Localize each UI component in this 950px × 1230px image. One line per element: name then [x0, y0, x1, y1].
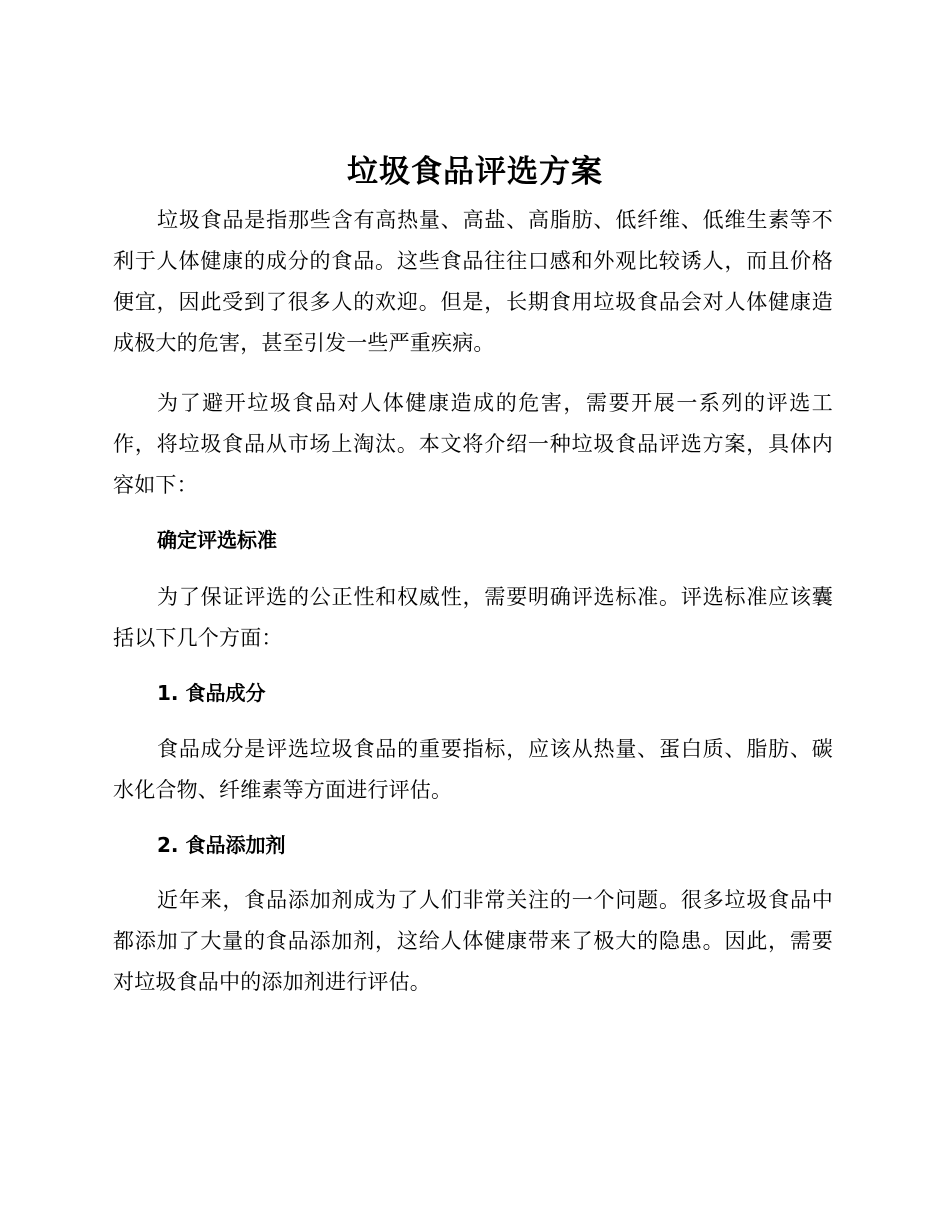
criterion-paragraph: 食品成分是评选垃圾食品的重要指标，应该从热量、蛋白质、脂肪、碳水化合物、纤维素等方面进行评估。	[113, 737, 833, 802]
criterion-paragraph: 近年来，食品添加剂成为了人们非常关注的一个问题。很多垃圾食品中都添加了大量的食品添加剂，这给人体健康带来了极大的隐患。因此，需要对垃圾食品中的添加剂进行评估。	[113, 888, 833, 994]
page-title: 垃圾食品评选方案	[347, 154, 603, 190]
intro-paragraph: 垃圾食品是指那些含有高热量、高盐、高脂肪、低纤维、低维生素等不利于人体健康的成分的食品。这些食品往往口感和外观比较诱人，而且价格便宜，因此受到了很多人的欢迎。但是，长期食用垃圾食品会对人体健康造成极大的危害，甚至引发一些严重疾病。	[113, 208, 833, 355]
intro-paragraph: 为了避开垃圾食品对人体健康造成的危害，需要开展一系列的评选工作，将垃圾食品从市场上淘汰。本文将介绍一种垃圾食品评选方案，具体内容如下：	[113, 391, 833, 497]
criterion-heading: 2. 食品添加剂	[157, 833, 286, 857]
criterion-heading: 1. 食品成分	[157, 681, 266, 705]
section-paragraph: 为了保证评选的公正性和权威性，需要明确评选标准。评选标准应该囊括以下几个方面：	[113, 585, 833, 650]
section-heading: 确定评选标准	[157, 528, 277, 552]
